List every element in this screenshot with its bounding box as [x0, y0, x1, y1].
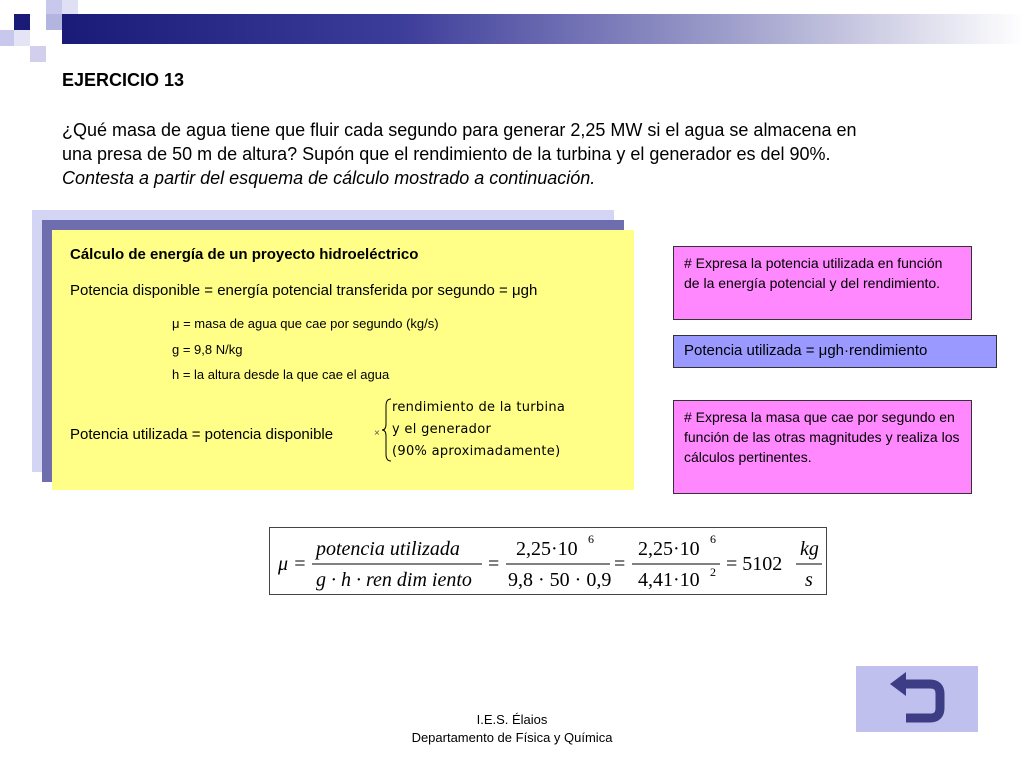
used-power-formula: Potencia utilizada = μgh·rendimiento [673, 335, 997, 368]
brace-line-2: y el generador [392, 422, 492, 437]
formula-frac3-denominator: 4,41·10 [638, 569, 700, 591]
used-power-line: Potencia utilizada = potencia disponible [70, 426, 334, 443]
note-power-instruction: # Expresa la potencia utilizada en función de la energía potencial y del rendimiento. [673, 246, 972, 320]
header-gradient-bar [62, 14, 1024, 44]
formula-frac3-num-exponent: 6 [710, 532, 716, 546]
calculation-panel [52, 230, 634, 490]
mass-formula-box [269, 527, 827, 595]
brace-line-3: (90% aproximadamente) [392, 444, 561, 459]
formula-result: = 5102 [726, 553, 783, 575]
footer-school: I.E.S. Élaios [476, 712, 548, 727]
formula-frac3-numerator: 2,25·10 [638, 538, 700, 560]
footer-department: Departamento de Física y Química [411, 730, 613, 745]
definition-mu: μ = masa de agua que cae por segundo (kg/s) [172, 316, 439, 331]
definition-h: h = la altura desde la que cae el agua [172, 367, 390, 382]
multiply-sign: × [374, 428, 380, 439]
formula-frac2-exponent: 6 [588, 532, 594, 546]
formula-eq-2: = [614, 553, 626, 575]
available-power-line: Potencia disponible = energía potencial transferida por segundo = μgh [70, 282, 538, 299]
question-line-2: una presa de 50 m de altura? Supón que el rendimiento de la turbina y el generador es del 90%. [62, 144, 831, 164]
formula-frac1-denominator: g · h · ren dim iento [316, 569, 472, 591]
definition-g: g = 9,8 N/kg [172, 342, 243, 357]
mass-formula [270, 528, 828, 596]
formula-unit-denominator: s [805, 569, 813, 591]
formula-eq-1: = [488, 553, 500, 575]
formula-unit-numerator: kg [800, 538, 819, 560]
formula-lhs: μ = [278, 553, 307, 575]
note-mass-instruction: # Expresa la masa que cae por segundo en función de las otras magnitudes y realiza los cálculos pertinentes. [673, 400, 972, 494]
formula-frac2-denominator: 9,8 · 50 · 0,9 [508, 569, 612, 591]
question-text [62, 118, 962, 190]
exercise-title: EJERCICIO 13 [62, 70, 185, 90]
question-line-1: ¿Qué masa de agua tiene que fluir cada segundo para generar 2,25 MW si el agua se almacena en [62, 120, 857, 140]
left-brace-icon [382, 398, 392, 462]
question-line-3: Contesta a partir del esquema de cálculo mostrado a continuación. [62, 168, 596, 188]
formula-frac2-numerator: 2,25·10 [516, 538, 578, 560]
formula-frac3-den-exponent: 2 [710, 565, 716, 579]
panel-title: Cálculo de energía de un proyecto hidroeléctrico [70, 246, 419, 263]
brace-line-1: rendimiento de la turbina [392, 400, 566, 415]
formula-frac1-numerator: potencia utilizada [316, 538, 460, 560]
